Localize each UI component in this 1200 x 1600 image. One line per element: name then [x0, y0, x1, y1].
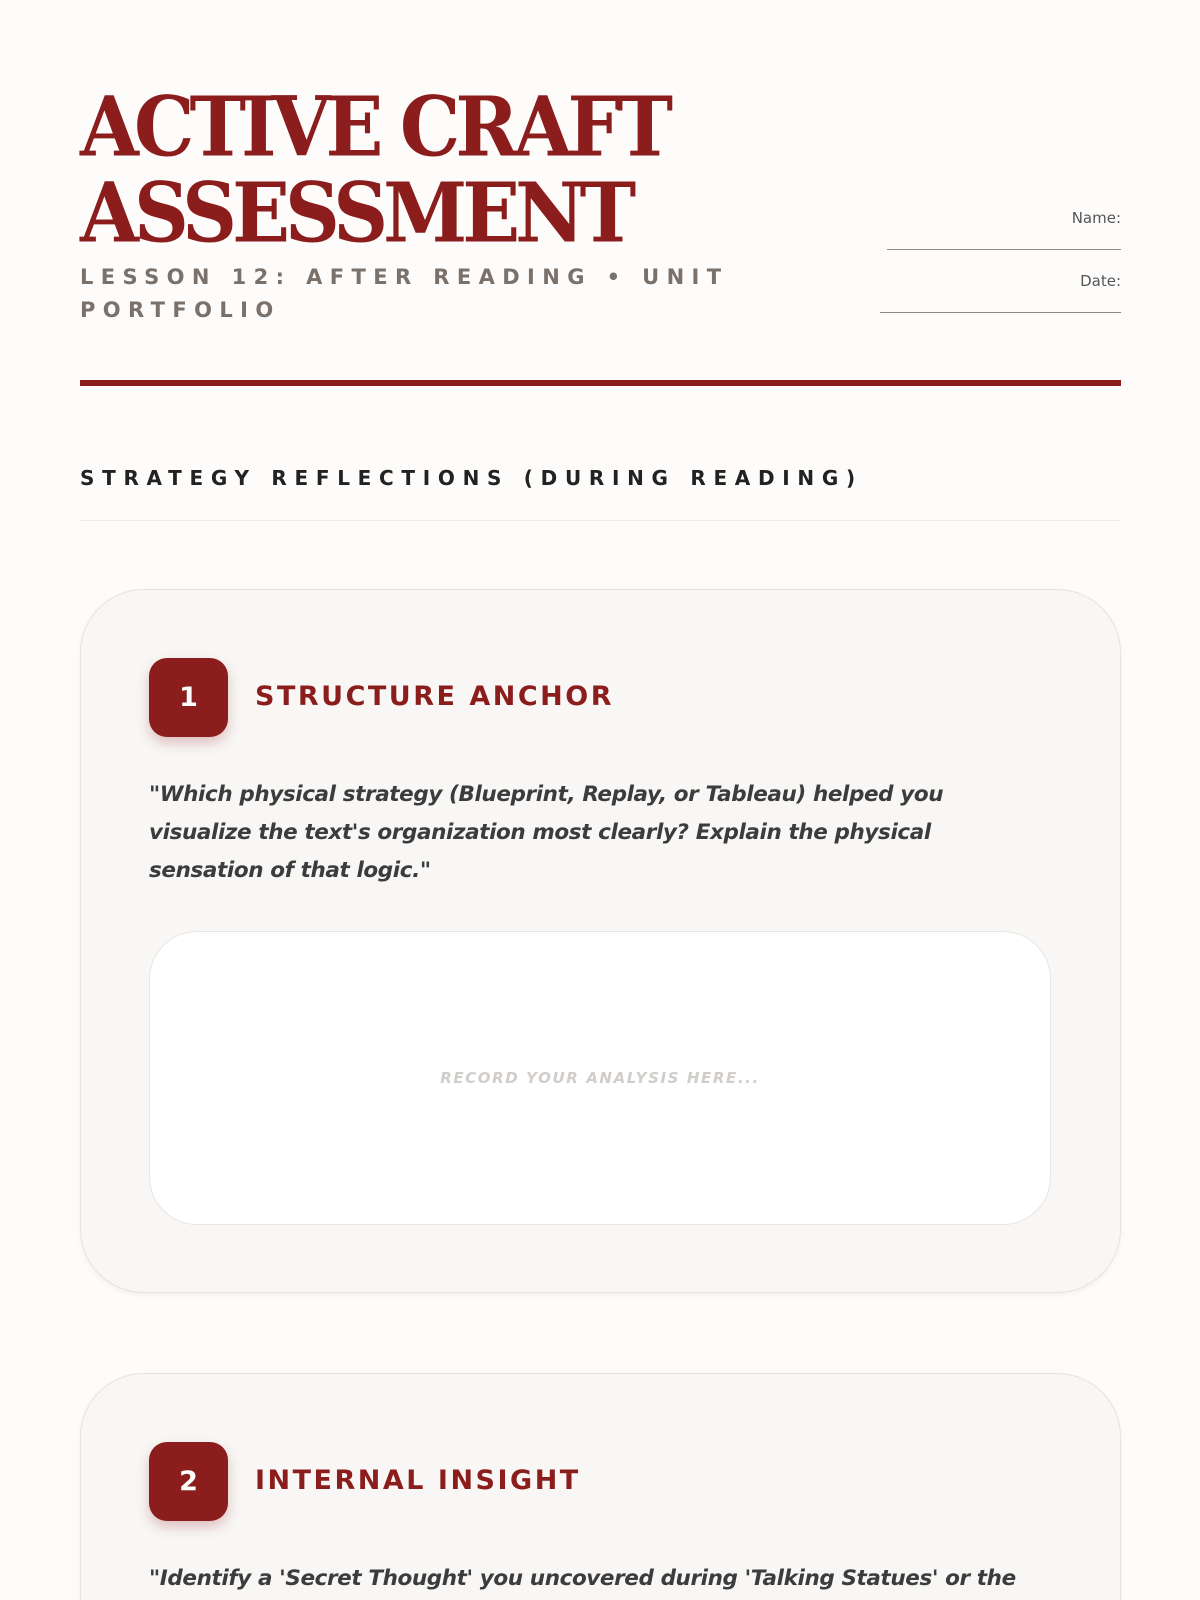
lesson-subtitle: LESSON 12: AFTER READING • UNIT PORTFOLIO — [80, 265, 729, 322]
title-line-1: ACTIVE CRAFT — [80, 78, 669, 175]
section-heading: STRATEGY REFLECTIONS (DURING READING) — [80, 466, 863, 490]
card-question: "Which physical strategy (Blueprint, Replay, or Tableau) helped you visualize the text's organization most clearly? Explain the physical sensation of that logic." — [149, 782, 944, 883]
date-write-line[interactable] — [880, 312, 1121, 313]
title-line-2: ASSESSMENT — [80, 165, 632, 262]
reflection-card-1 — [80, 589, 1121, 1293]
section-divider — [80, 520, 1121, 521]
card-number-badge: 1 — [149, 658, 228, 737]
worksheet-page — [80, 0, 1121, 1600]
name-field[interactable] — [881, 209, 1121, 251]
page-title — [80, 78, 669, 262]
card-title: INTERNAL INSIGHT — [255, 1465, 581, 1496]
date-label: Date: — [1080, 272, 1121, 290]
answer-area[interactable] — [149, 931, 1051, 1225]
card-title: STRUCTURE ANCHOR — [255, 681, 615, 712]
header-rule — [80, 380, 1121, 386]
name-write-line[interactable] — [887, 249, 1121, 250]
reflection-card-2 — [80, 1373, 1121, 1600]
date-field[interactable] — [881, 272, 1121, 314]
name-label: Name: — [1071, 209, 1121, 227]
card-number-badge: 2 — [149, 1442, 228, 1521]
answer-placeholder: RECORD YOUR ANALYSIS HERE... — [440, 1069, 760, 1087]
card-question: "Identify a 'Secret Thought' you uncovered during 'Talking Statues' or the — [149, 1566, 1016, 1591]
